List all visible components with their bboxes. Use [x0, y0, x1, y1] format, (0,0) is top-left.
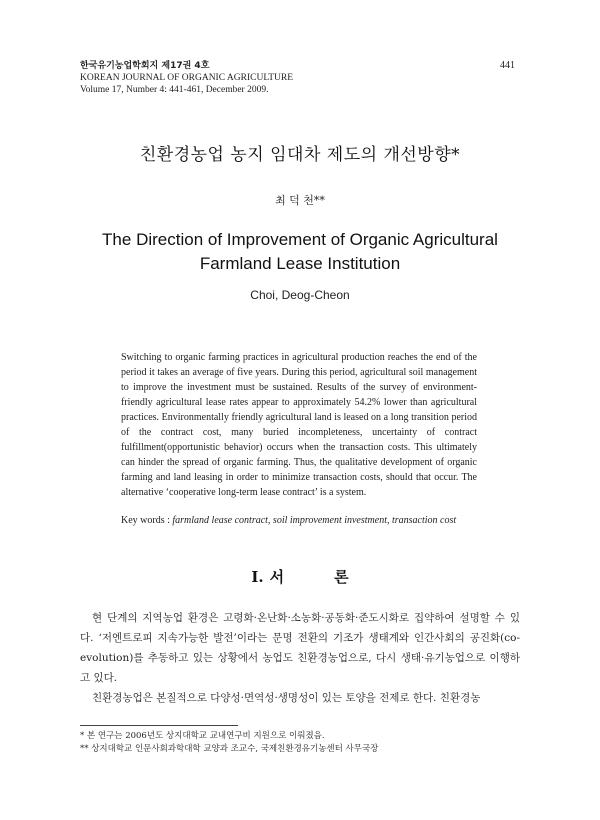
- footnote-divider: [80, 725, 238, 726]
- section-heading: [0, 566, 600, 587]
- footnotes: [80, 730, 520, 756]
- footnote: ** 상지대학교 인문사회과학대학 교양과 조교수, 국제친환경유기농센터 사무국장: [80, 744, 379, 754]
- title-english: [0, 228, 600, 276]
- keywords-value: farmland lease contract, soil improvement investment, transaction cost: [172, 515, 457, 526]
- abstract: Switching to organic farming practices in agricultural production reaches the end of the period it takes an average of five years. During this period, agricultural soil management to improve the investment must be sustained. Results of the survey of environment-friendly agricultural lease rates appear to approximately 54.2% lower than agricultural practices. Environmentally friendly agricultural land is leased on a long transition period of the contract cost, many buried incompleteness, uncertainty of contract fulfillment(opportunistic behavior) occurs when the transaction costs. This ultimately can hinder the spread of organic farming. Thus, the qualitative development of organic farming and land leasing in order to minimize transaction costs, should that occur. The alternative ‘cooperative long-term lease contract’ is a system.: [121, 352, 477, 498]
- title-english-line2: Farmland Lease Institution: [199, 254, 401, 273]
- section-word1: 서: [269, 568, 285, 586]
- title-english-line1: The Direction of Improvement of Organic Agricultural: [102, 230, 498, 249]
- keywords: [121, 515, 481, 526]
- journal-volume-info: Volume 17, Number 4: 441-461, December 2009.: [80, 85, 269, 95]
- body-paragraph: 친환경농업은 본질적으로 다양성·면역성·생명성이 있는 토양을 전제로 한다. 친환경농: [92, 692, 481, 704]
- journal-header: [80, 60, 293, 96]
- footnote: * 본 연구는 2006년도 상지대학교 교내연구비 지원으로 이뤄졌음.: [80, 731, 325, 741]
- author-english: Choi, Deog-Cheon: [250, 288, 350, 302]
- body-text: [80, 608, 520, 708]
- page-number: 441: [500, 60, 515, 71]
- author-korean: 최 덕 천**: [275, 194, 325, 207]
- section-word2: 론: [334, 568, 349, 586]
- journal-korean-name: 한국유기농업학회지 제17권 4호: [80, 61, 210, 71]
- keywords-label: Key words :: [121, 515, 170, 526]
- journal-english-name: KOREAN JOURNAL OF ORGANIC AGRICULTURE: [80, 73, 294, 83]
- section-numeral: Ⅰ.: [251, 568, 264, 586]
- body-paragraph: 현 단계의 지역농업 환경은 고령화·온난화·소농화·공동화·준도시화로 집약하여 설명할 수 있다. ‘저엔트로피 지속가능한 발전’이라는 문명 전환의 기조가 생태계와 인간사회의 공진화(co-evolution)를 추동하고 있는 상황에서 농업도 친환경농업으로, 다시 생태·유기농업으로 이행하고 있다.: [80, 612, 520, 684]
- title-korean: 친환경농업 농지 임대차 제도의 개선방향*: [139, 145, 461, 165]
